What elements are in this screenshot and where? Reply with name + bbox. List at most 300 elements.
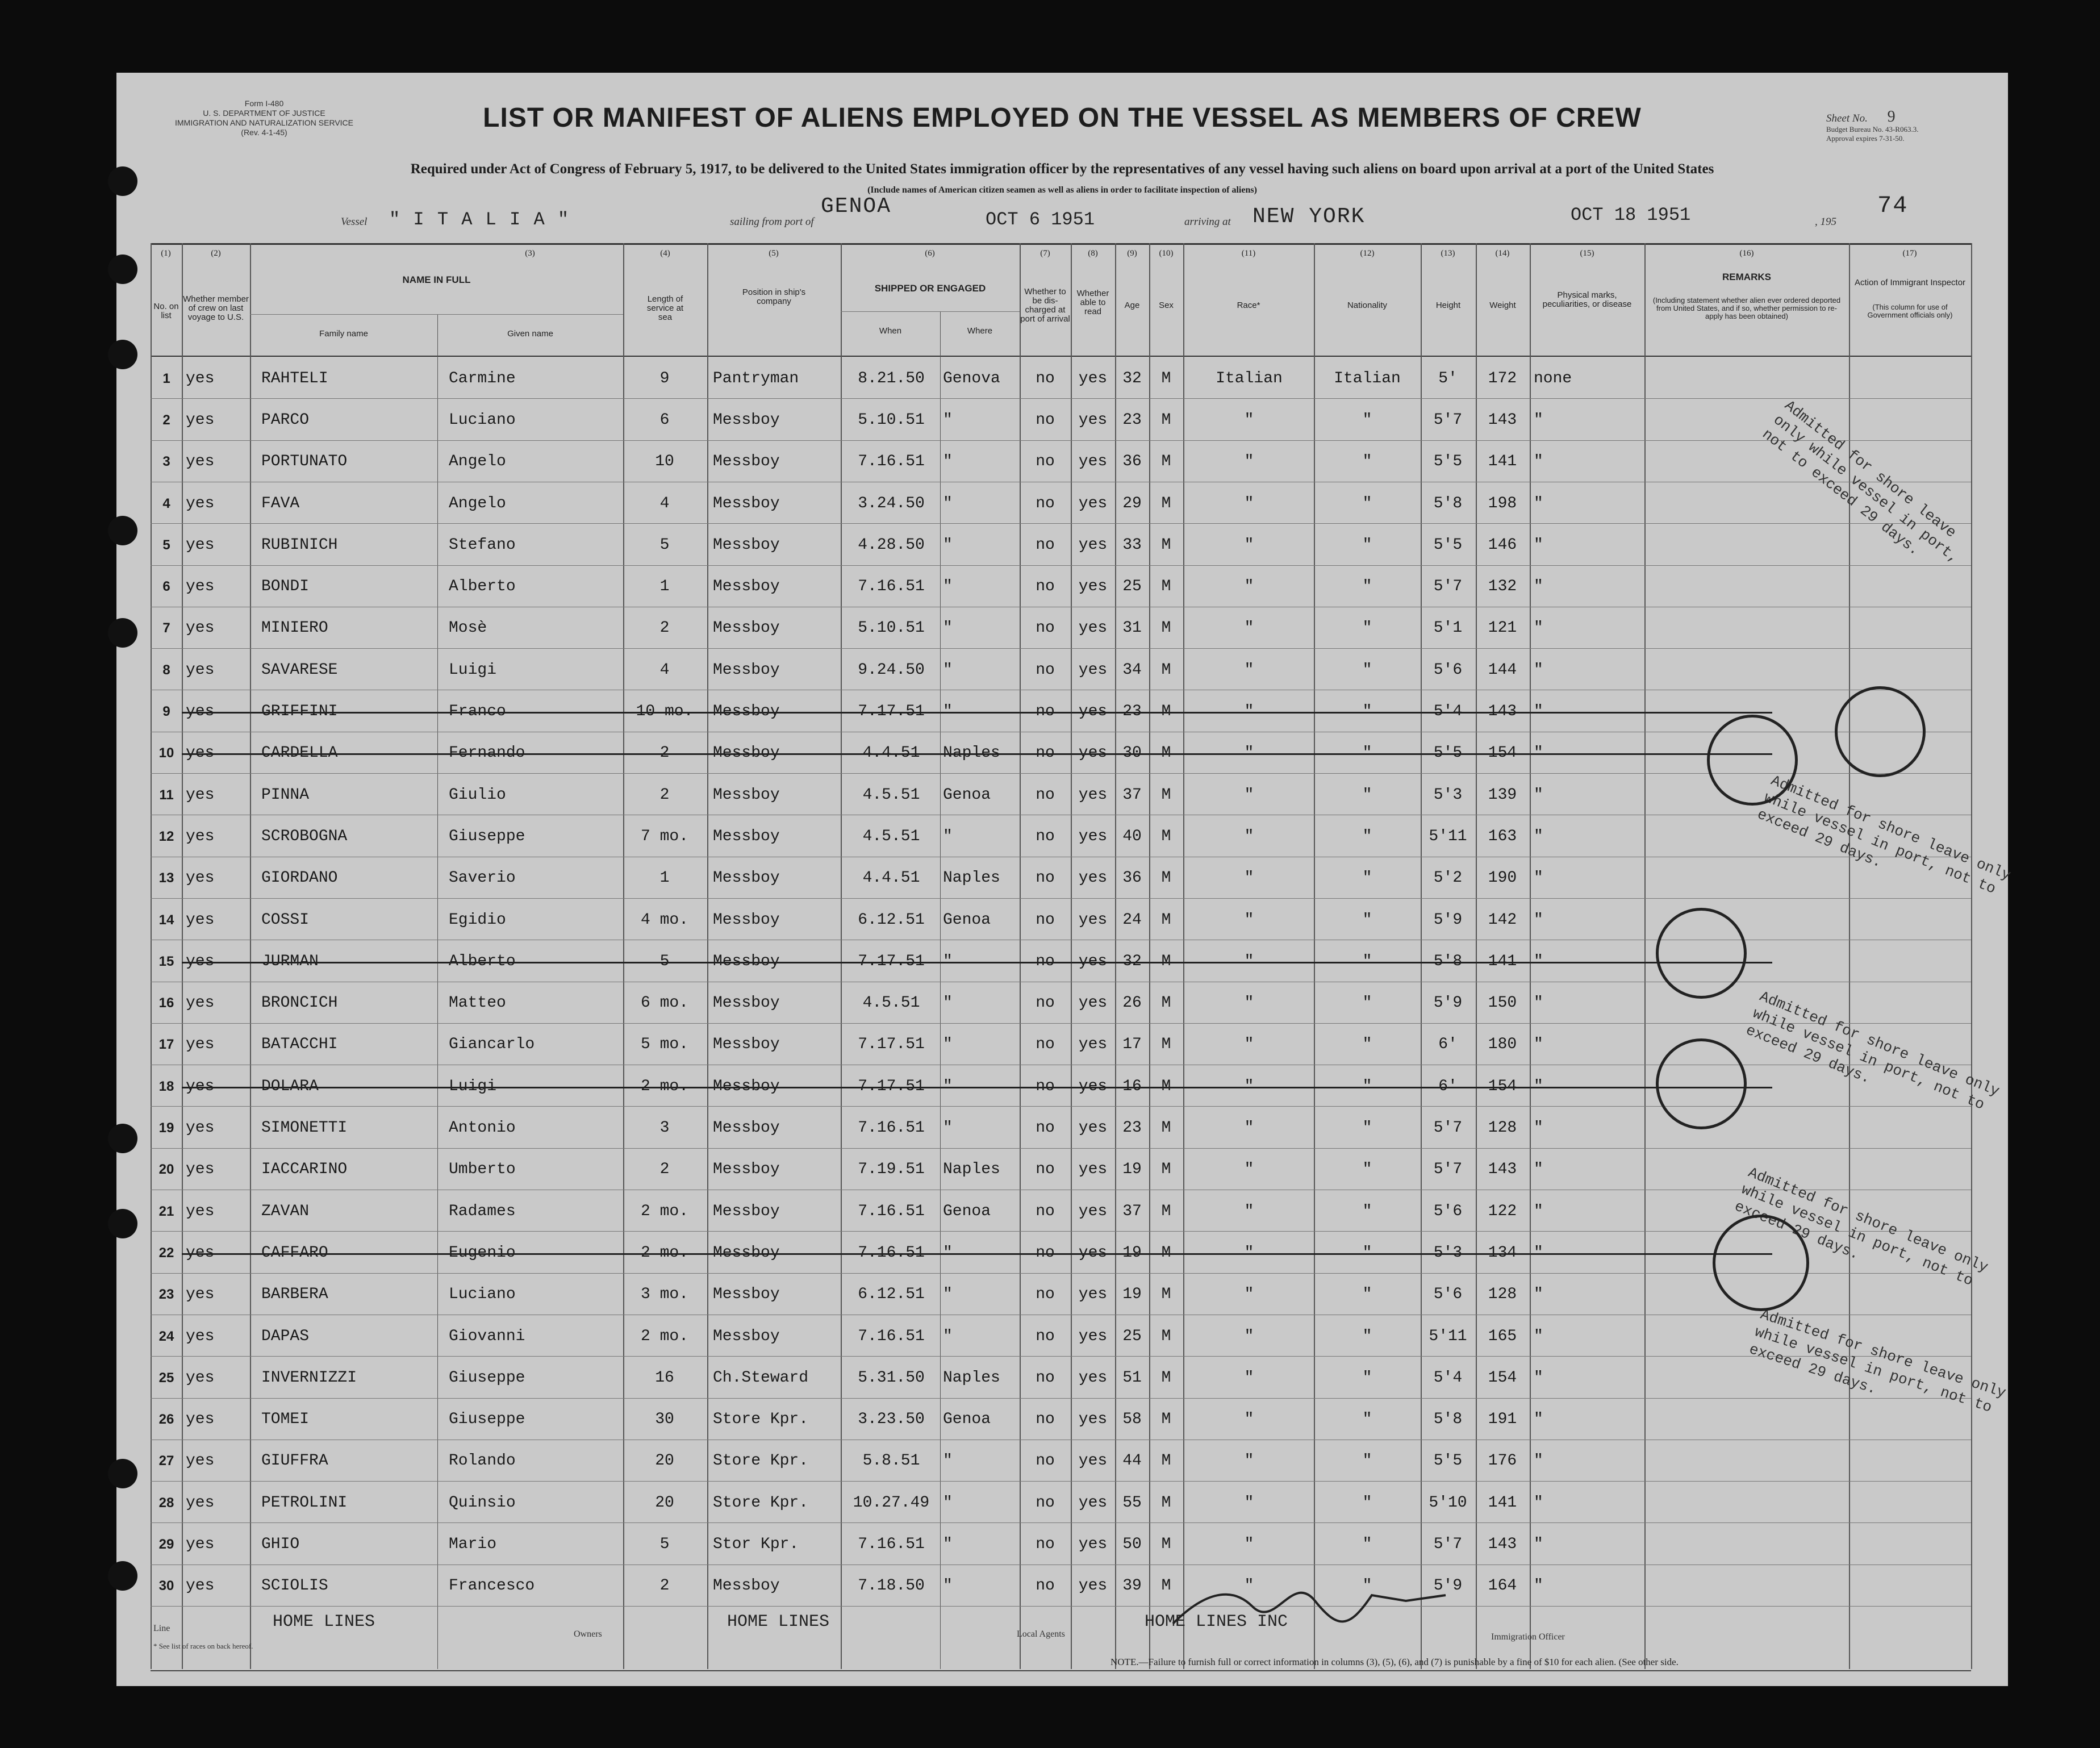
- cell-sex: M: [1161, 494, 1171, 512]
- cell-position: Store Kpr.: [713, 1452, 809, 1470]
- port-of-departure: GENOA: [821, 194, 892, 219]
- cell-weight: 143: [1488, 703, 1517, 721]
- cell-crew-last-voyage: yes: [186, 661, 215, 679]
- cell-discharged: no: [1036, 1411, 1055, 1429]
- row-rule: [151, 1398, 1971, 1399]
- column-divider: [1183, 243, 1184, 1669]
- cell-given-name: Alberto: [449, 952, 516, 970]
- row-rule: [151, 1023, 1971, 1024]
- cell-race: ": [1244, 1077, 1254, 1095]
- cell-race: ": [1244, 1411, 1254, 1429]
- row-number: 1: [162, 370, 170, 386]
- cell-able-to-read: yes: [1078, 1536, 1108, 1554]
- cell-length-of-service: 20: [655, 1493, 674, 1512]
- row-number: 19: [158, 1120, 174, 1136]
- cell-given-name: Fernando: [449, 744, 525, 762]
- row-number: 27: [158, 1453, 174, 1469]
- cell-physical-marks: ": [1534, 952, 1543, 970]
- column-divider: [1530, 243, 1531, 1669]
- cell-age: 26: [1122, 994, 1142, 1012]
- cell-able-to-read: yes: [1078, 869, 1108, 887]
- cell-physical-marks: ": [1534, 1411, 1543, 1429]
- cell-sex: M: [1161, 1161, 1171, 1179]
- header-able-to-read: Whether able to read: [1076, 289, 1109, 316]
- cell-nationality: ": [1362, 1036, 1372, 1054]
- cell-race: ": [1244, 578, 1254, 596]
- header-race: Race*: [1237, 301, 1260, 310]
- cell-shipped-when: 4.4.51: [862, 744, 920, 762]
- cell-discharged: no: [1036, 536, 1055, 554]
- cell-length-of-service: 6: [659, 411, 670, 429]
- cell-nationality: ": [1362, 411, 1372, 429]
- cell-given-name: Giovanni: [449, 1327, 525, 1345]
- cell-discharged: no: [1036, 1077, 1055, 1095]
- cell-length-of-service: 3: [659, 1119, 670, 1137]
- row-number: 30: [158, 1578, 174, 1594]
- cell-given-name: Luigi: [449, 661, 497, 679]
- column-number: (11): [1241, 249, 1256, 258]
- cell-nationality: ": [1362, 869, 1372, 887]
- cell-length-of-service: 16: [655, 1369, 674, 1387]
- cell-race: ": [1244, 1577, 1254, 1595]
- footer-line-label: Line: [153, 1624, 170, 1633]
- cell-position: Messboy: [713, 1286, 780, 1304]
- row-rule: [151, 1273, 1971, 1274]
- cell-position: Stor Kpr.: [713, 1536, 799, 1554]
- cell-length-of-service: 4: [659, 661, 670, 679]
- cell-height: 5'2: [1433, 869, 1463, 887]
- cell-given-name: Luciano: [449, 411, 516, 429]
- cell-sex: M: [1161, 1577, 1171, 1595]
- column-number: (7): [1040, 249, 1050, 258]
- cell-discharged: no: [1036, 411, 1055, 429]
- cell-age: 55: [1122, 1493, 1142, 1512]
- cell-discharged: no: [1036, 1577, 1055, 1595]
- cell-discharged: no: [1036, 1536, 1055, 1554]
- footer-rule: [151, 1670, 1971, 1671]
- cell-length-of-service: 3 mo.: [640, 1286, 688, 1304]
- cell-nationality: ": [1362, 1077, 1372, 1095]
- cell-length-of-service: 4 mo.: [640, 911, 688, 929]
- cell-sex: M: [1161, 786, 1171, 804]
- cell-nationality: ": [1362, 827, 1372, 845]
- cell-shipped-where: ": [943, 619, 953, 637]
- header-length-of-service: Length of service at sea: [646, 294, 684, 322]
- cell-given-name: Eugenio: [449, 1244, 516, 1262]
- cell-able-to-read: yes: [1078, 1161, 1108, 1179]
- cell-position: Messboy: [713, 411, 780, 429]
- cell-position: Messboy: [713, 703, 780, 721]
- cell-shipped-where: ": [943, 1327, 953, 1345]
- cell-shipped-when: 4.5.51: [862, 786, 920, 804]
- row-number: 14: [158, 912, 174, 928]
- cell-family-name: DAPAS: [261, 1327, 310, 1345]
- cell-physical-marks: ": [1534, 619, 1543, 637]
- cell-height: 5'9: [1433, 994, 1463, 1012]
- cell-position: Store Kpr.: [713, 1411, 809, 1429]
- cell-family-name: GRIFFINI: [261, 703, 338, 721]
- cell-position: Messboy: [713, 911, 780, 929]
- header-family-name: Family name: [319, 329, 368, 339]
- cell-nationality: ": [1362, 1161, 1372, 1179]
- cell-sex: M: [1161, 1119, 1171, 1137]
- cell-able-to-read: yes: [1078, 1202, 1108, 1220]
- cell-given-name: Antonio: [449, 1119, 516, 1137]
- cell-shipped-where: ": [943, 1036, 953, 1054]
- cell-shipped-when: 7.17.51: [858, 1077, 925, 1095]
- cell-family-name: PARCO: [261, 411, 310, 429]
- cell-family-name: SCIOLIS: [261, 1577, 328, 1595]
- cell-race: ": [1244, 1452, 1254, 1470]
- cell-crew-last-voyage: yes: [186, 786, 215, 804]
- cell-physical-marks: ": [1534, 1452, 1543, 1470]
- row-number: 13: [158, 870, 174, 886]
- column-divider: [250, 243, 251, 1669]
- column-number: (1): [161, 249, 171, 258]
- cell-position: Messboy: [713, 952, 780, 970]
- cell-shipped-when: 5.31.50: [858, 1369, 925, 1387]
- cell-race: ": [1244, 1119, 1254, 1137]
- header-height: Height: [1435, 301, 1461, 310]
- cell-length-of-service: 10 mo.: [636, 703, 694, 721]
- cell-weight: 165: [1488, 1327, 1517, 1345]
- header-nationality: Nationality: [1347, 301, 1388, 310]
- footer-agents-label: Local Agents: [1017, 1629, 1065, 1639]
- cell-nationality: ": [1362, 453, 1372, 471]
- row-number: 10: [158, 745, 174, 761]
- cell-shipped-where: ": [943, 1286, 953, 1304]
- cell-shipped-when: 5.8.51: [862, 1452, 920, 1470]
- cell-discharged: no: [1036, 952, 1055, 970]
- cell-sex: M: [1161, 911, 1171, 929]
- row-rule: [151, 1606, 1971, 1607]
- cell-physical-marks: ": [1534, 827, 1543, 845]
- row-rule: [151, 773, 1971, 774]
- cell-able-to-read: yes: [1078, 1286, 1108, 1304]
- footer-officer-label: Immigration Officer: [1491, 1632, 1565, 1642]
- cell-sex: M: [1161, 703, 1171, 721]
- row-rule: [151, 1231, 1971, 1232]
- row-strikethrough: [182, 1087, 1772, 1088]
- cell-position: Messboy: [713, 744, 780, 762]
- cell-height: 5'6: [1433, 1202, 1463, 1220]
- cell-given-name: Mosè: [449, 619, 487, 637]
- cell-given-name: Matteo: [449, 994, 506, 1012]
- cell-weight: 139: [1488, 786, 1517, 804]
- cell-discharged: no: [1036, 744, 1055, 762]
- cell-family-name: SIMONETTI: [261, 1119, 348, 1137]
- column-divider: [1971, 243, 1972, 1669]
- row-number: 8: [162, 662, 170, 678]
- cell-family-name: SAVARESE: [261, 661, 338, 679]
- column-number: (10): [1159, 249, 1174, 258]
- row-number: 12: [158, 828, 174, 844]
- cell-shipped-where: Genoa: [943, 911, 991, 929]
- cell-discharged: no: [1036, 494, 1055, 512]
- cell-family-name: MINIERO: [261, 619, 328, 637]
- cell-able-to-read: yes: [1078, 703, 1108, 721]
- cell-sex: M: [1161, 994, 1171, 1012]
- cell-position: Messboy: [713, 661, 780, 679]
- cell-physical-marks: ": [1534, 578, 1543, 596]
- cell-height: 5'3: [1433, 1244, 1463, 1262]
- cell-shipped-where: Naples: [943, 1369, 1000, 1387]
- cell-shipped-when: 4.5.51: [862, 994, 920, 1012]
- cell-discharged: no: [1036, 911, 1055, 929]
- cell-sex: M: [1161, 744, 1171, 762]
- legal-requirement: Required under Act of Congress of February 5, 1917, to be delivered to the United States immigration officer by the representatives of any vessel having such aliens on board upon arrival at a port of the United States: [410, 161, 1714, 177]
- cell-nationality: ": [1362, 786, 1372, 804]
- punch-hole: [108, 1459, 137, 1488]
- cell-length-of-service: 2 mo.: [640, 1327, 688, 1345]
- cell-able-to-read: yes: [1078, 1493, 1108, 1512]
- cell-weight: 172: [1488, 369, 1517, 387]
- cell-given-name: Giulio: [449, 786, 506, 804]
- cell-age: 19: [1122, 1244, 1142, 1262]
- punch-hole: [108, 255, 137, 284]
- home-lines-seal: [1713, 1215, 1809, 1311]
- cell-given-name: Radames: [449, 1202, 516, 1220]
- cell-able-to-read: yes: [1078, 1327, 1108, 1345]
- row-number: 29: [158, 1537, 174, 1553]
- cell-length-of-service: 2: [659, 744, 670, 762]
- row-number: 5: [162, 537, 170, 553]
- column-number: (8): [1088, 249, 1098, 258]
- cell-race: ": [1244, 453, 1254, 471]
- cell-nationality: ": [1362, 1536, 1372, 1554]
- cell-able-to-read: yes: [1078, 911, 1108, 929]
- cell-weight: 143: [1488, 411, 1517, 429]
- cell-weight: 144: [1488, 661, 1517, 679]
- cell-shipped-when: 7.17.51: [858, 1036, 925, 1054]
- cell-sex: M: [1161, 827, 1171, 845]
- cell-physical-marks: ": [1534, 1286, 1543, 1304]
- cell-shipped-when: 3.23.50: [858, 1411, 925, 1429]
- cell-position: Messboy: [713, 1161, 780, 1179]
- cell-race: ": [1244, 911, 1254, 929]
- footer-line-value: HOME LINES: [273, 1612, 375, 1632]
- shore-leave-stamp: Admitted for shore leave only while vessel in port, not to exceed 29 days.: [1743, 987, 2002, 1114]
- cell-height: 5'5: [1433, 453, 1463, 471]
- row-rule: [151, 1148, 1971, 1149]
- header-rule: [151, 243, 1971, 245]
- cell-sex: M: [1161, 1452, 1171, 1470]
- cell-nationality: ": [1362, 911, 1372, 929]
- header-list-no: No. on list: [153, 302, 179, 320]
- cell-physical-marks: ": [1534, 1536, 1543, 1554]
- cell-crew-last-voyage: yes: [186, 1327, 215, 1345]
- cell-height: 5'5: [1433, 536, 1463, 554]
- cell-discharged: no: [1036, 1286, 1055, 1304]
- cell-shipped-where: Genoa: [943, 1411, 991, 1429]
- cell-age: 36: [1122, 453, 1142, 471]
- cell-age: 34: [1122, 661, 1142, 679]
- cell-race: ": [1244, 786, 1254, 804]
- cell-height: 5'7: [1433, 1161, 1463, 1179]
- vessel-label: Vessel: [341, 216, 368, 228]
- column-number: (16): [1739, 249, 1754, 258]
- cell-family-name: BATACCHI: [261, 1036, 338, 1054]
- cell-race: ": [1244, 536, 1254, 554]
- cell-physical-marks: ": [1534, 1202, 1543, 1220]
- row-strikethrough: [182, 1253, 1772, 1255]
- cell-age: 36: [1122, 869, 1142, 887]
- cell-age: 23: [1122, 703, 1142, 721]
- cell-shipped-where: ": [943, 1244, 953, 1262]
- cell-shipped-when: 8.21.50: [858, 369, 925, 387]
- cell-shipped-where: ": [943, 1077, 953, 1095]
- cell-weight: 142: [1488, 911, 1517, 929]
- cell-able-to-read: yes: [1078, 661, 1108, 679]
- cell-physical-marks: ": [1534, 911, 1543, 929]
- cell-race: ": [1244, 494, 1254, 512]
- cell-position: Messboy: [713, 1119, 780, 1137]
- cell-length-of-service: 2: [659, 1577, 670, 1595]
- cell-shipped-where: Genova: [943, 369, 1000, 387]
- column-number: (6): [925, 249, 935, 258]
- cell-height: 5'6: [1433, 1286, 1463, 1304]
- cell-weight: 143: [1488, 1161, 1517, 1179]
- cell-race: ": [1244, 1036, 1254, 1054]
- header-shipped-where: Where: [967, 326, 993, 336]
- punch-hole: [108, 1124, 137, 1153]
- cell-height: 5'8: [1433, 494, 1463, 512]
- cell-able-to-read: yes: [1078, 1577, 1108, 1595]
- header-discharged: Whether to be dis-charged at port of arrival: [1020, 287, 1070, 324]
- cell-crew-last-voyage: yes: [186, 411, 215, 429]
- cell-length-of-service: 5: [659, 1536, 670, 1554]
- cell-position: Pantryman: [713, 369, 799, 387]
- column-divider: [623, 243, 624, 1669]
- cell-shipped-when: 9.24.50: [858, 661, 925, 679]
- row-strikethrough: [182, 712, 1772, 714]
- budget-bureau: Budget Bureau No. 43-R063.3.: [1826, 125, 1919, 134]
- cell-weight: 154: [1488, 744, 1517, 762]
- form-number: Form I-480: [244, 99, 284, 108]
- sheet-number-label: Sheet No.: [1826, 112, 1868, 124]
- header-remarks-detail: (Including statement whether alien ever ordered deported from United States, and if so, whether permission to re-apply has been obtained): [1652, 296, 1841, 320]
- cell-age: 44: [1122, 1452, 1142, 1470]
- cell-age: 30: [1122, 744, 1142, 762]
- cell-position: Messboy: [713, 1244, 780, 1262]
- cell-able-to-read: yes: [1078, 369, 1108, 387]
- cell-shipped-where: ": [943, 494, 953, 512]
- cell-length-of-service: 2 mo.: [640, 1244, 688, 1262]
- row-number: 28: [158, 1495, 174, 1511]
- cell-discharged: no: [1036, 453, 1055, 471]
- cell-shipped-when: 4.5.51: [862, 827, 920, 845]
- row-rule: [151, 523, 1971, 524]
- cell-crew-last-voyage: yes: [186, 369, 215, 387]
- cell-position: Ch.Steward: [713, 1369, 809, 1387]
- cell-discharged: no: [1036, 661, 1055, 679]
- cell-age: 29: [1122, 494, 1142, 512]
- column-number: (2): [211, 249, 221, 258]
- header-inspector-action: Action of Immigrant Inspector: [1854, 278, 1966, 287]
- cell-physical-marks: ": [1534, 661, 1543, 679]
- cell-weight: 190: [1488, 869, 1517, 887]
- cell-physical-marks: ": [1534, 494, 1543, 512]
- cell-physical-marks: ": [1534, 703, 1543, 721]
- cell-family-name: FAVA: [261, 494, 300, 512]
- cell-crew-last-voyage: yes: [186, 952, 215, 970]
- cell-shipped-where: Naples: [943, 869, 1000, 887]
- cell-family-name: PETROLINI: [261, 1493, 348, 1512]
- cell-physical-marks: ": [1534, 744, 1543, 762]
- cell-shipped-where: ": [943, 952, 953, 970]
- approval-expiry: Approval expires 7-31-50.: [1826, 134, 1905, 143]
- cell-physical-marks: ": [1534, 786, 1543, 804]
- cell-nationality: Italian: [1334, 369, 1401, 387]
- row-number: 11: [159, 787, 174, 803]
- cell-height: 5'1: [1433, 619, 1463, 637]
- cell-position: Messboy: [713, 1327, 780, 1345]
- home-lines-seal: [1707, 715, 1798, 806]
- cell-nationality: ": [1362, 536, 1372, 554]
- cell-sex: M: [1161, 952, 1171, 970]
- cell-length-of-service: 2: [659, 619, 670, 637]
- cell-length-of-service: 30: [655, 1411, 674, 1429]
- cell-length-of-service: 6 mo.: [640, 994, 688, 1012]
- cell-shipped-when: 7.17.51: [858, 703, 925, 721]
- row-rule: [151, 1522, 1971, 1523]
- cell-height: 5'11: [1429, 1327, 1467, 1345]
- cell-family-name: DOLARA: [261, 1077, 319, 1095]
- cell-height: 6': [1438, 1036, 1458, 1054]
- row-number: 7: [162, 620, 170, 636]
- cell-family-name: PINNA: [261, 786, 310, 804]
- cell-able-to-read: yes: [1078, 994, 1108, 1012]
- cell-race: ": [1244, 952, 1254, 970]
- cell-shipped-when: 7.16.51: [858, 1327, 925, 1345]
- cell-family-name: GIUFFRA: [261, 1452, 328, 1470]
- cell-nationality: ": [1362, 1493, 1372, 1512]
- cell-height: 5'8: [1433, 952, 1463, 970]
- cell-weight: 143: [1488, 1536, 1517, 1554]
- cell-physical-marks: ": [1534, 1119, 1543, 1137]
- cell-shipped-when: 7.16.51: [858, 1244, 925, 1262]
- cell-crew-last-voyage: yes: [186, 1036, 215, 1054]
- column-divider: [940, 311, 941, 1669]
- cell-family-name: IACCARINO: [261, 1161, 348, 1179]
- cell-given-name: Giancarlo: [449, 1036, 535, 1054]
- cell-shipped-when: 4.28.50: [858, 536, 925, 554]
- cell-family-name: PORTUNATO: [261, 453, 348, 471]
- cell-sex: M: [1161, 619, 1171, 637]
- cell-race: ": [1244, 869, 1254, 887]
- cell-height: 5'7: [1433, 1119, 1463, 1137]
- cell-family-name: RAHTELI: [261, 369, 328, 387]
- cell-able-to-read: yes: [1078, 827, 1108, 845]
- cell-able-to-read: yes: [1078, 1369, 1108, 1387]
- column-divider: [707, 243, 708, 1669]
- cell-sex: M: [1161, 1202, 1171, 1220]
- cell-age: 19: [1122, 1161, 1142, 1179]
- cell-discharged: no: [1036, 869, 1055, 887]
- row-rule: [151, 440, 1971, 441]
- cell-age: 50: [1122, 1536, 1142, 1554]
- cell-given-name: Mario: [449, 1536, 497, 1554]
- cell-weight: 198: [1488, 494, 1517, 512]
- sailing-date: OCT 6 1951: [986, 209, 1095, 230]
- cell-shipped-when: 3.24.50: [858, 494, 925, 512]
- department: U. S. DEPARTMENT OF JUSTICE: [203, 109, 325, 118]
- shore-leave-stamp: Admitted for shore leave only while vessel in port, not to exceed 29 days.: [1759, 397, 1963, 567]
- cell-position: Messboy: [713, 1036, 780, 1054]
- cell-given-name: Saverio: [449, 869, 516, 887]
- header-shipped-when: When: [879, 326, 902, 336]
- cell-weight: 176: [1488, 1452, 1517, 1470]
